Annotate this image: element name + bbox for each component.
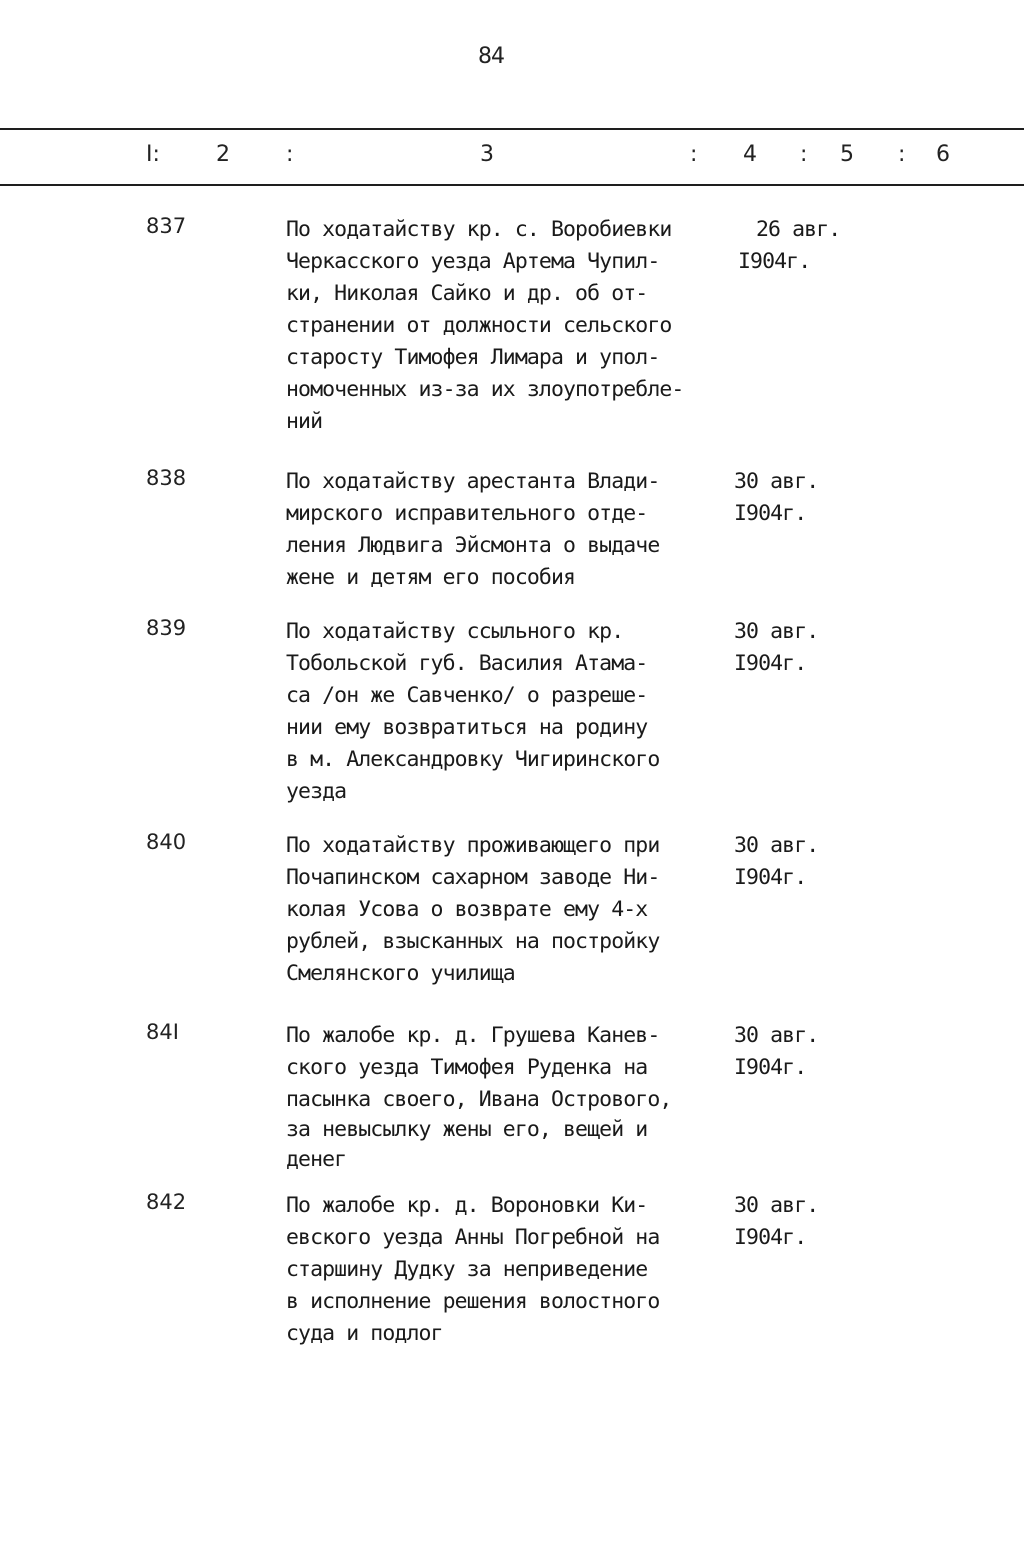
table-header-bottom-rule — [0, 184, 1024, 186]
column-header-1: I: — [146, 142, 160, 167]
entry-text-line: уезда — [286, 779, 347, 804]
entry-text-line: ки, Николая Сайко и др. об от- — [286, 281, 648, 306]
entry-text-line: ления Людвига Эйсмонта о выдаче — [286, 533, 660, 558]
column-header-2: 2 — [216, 142, 230, 167]
entry-date — [734, 616, 818, 680]
entry-date-year: I904г. — [734, 1055, 807, 1080]
entry-date-day: 30 авг. — [734, 1193, 819, 1218]
entry-number: 839 — [146, 616, 187, 640]
entry-text-line: старшину Дудку за неприведение — [286, 1257, 648, 1282]
entry-text-line: Черкасского уезда Артема Чупил- — [286, 249, 660, 274]
column-separator: : — [898, 142, 906, 167]
page-number: 84 — [478, 44, 504, 69]
entry-text-line: пасынка своего, Ивана Острового, — [286, 1087, 672, 1112]
entry-text-line: ний — [286, 409, 323, 434]
entry-text-line: Тобольской губ. Василия Атама- — [286, 651, 648, 676]
entry-date-year: I904г. — [738, 249, 811, 274]
entry-text-line: в исполнение решения волостного — [286, 1289, 660, 1314]
entry-text-line: Почапинском сахарном заводе Ни- — [286, 865, 660, 890]
entry-description — [286, 1190, 746, 1350]
entry-text-line: По ходатайству проживающего при — [286, 833, 660, 858]
entry-text-line: мирского исправительного отде- — [286, 501, 648, 526]
entry-text-line: номоченных из-за их злоупотребле- — [286, 377, 684, 402]
column-header-3: 3 — [480, 142, 494, 167]
entry-text-line: колая Усова о возврате ему 4-х — [286, 897, 648, 922]
entry-date — [738, 214, 841, 278]
entry-date-day: 30 авг. — [734, 469, 819, 494]
entry-date-day: 30 авг. — [734, 1023, 819, 1048]
entry-date — [734, 1020, 818, 1084]
entry-description — [286, 466, 746, 594]
entry-date-day: 30 авг. — [734, 833, 819, 858]
entry-date-year: I904г. — [734, 501, 807, 526]
column-header-5: 5 — [840, 142, 854, 167]
entry-date-day: 30 авг. — [734, 619, 819, 644]
entry-text-line: рублей, взысканных на постройку — [286, 929, 660, 954]
entry-text-line: старосту Тимофея Лимара и упол- — [286, 345, 660, 370]
entry-description — [286, 616, 746, 808]
table-header-top-rule — [0, 128, 1024, 130]
entry-description — [286, 214, 746, 438]
entry-text-line: ского уезда Тимофея Руденка на — [286, 1055, 648, 1080]
entry-text-line: По ходатайству арестанта Влади- — [286, 469, 660, 494]
entry-text-line: По жалобе кр. д. Грушева Канев- — [286, 1023, 660, 1048]
entry-number: 840 — [146, 830, 187, 854]
entry-date — [734, 466, 818, 530]
column-separator: : — [690, 142, 698, 167]
column-header-6: 6 — [936, 142, 950, 167]
column-header-4: 4 — [743, 142, 757, 167]
entry-text-line: евского уезда Анны Погребной на — [286, 1225, 660, 1250]
entry-date-day: 26 авг. — [756, 217, 841, 242]
entry-text-line: По жалобе кр. д. Вороновки Ки- — [286, 1193, 648, 1218]
entry-date-year: I904г. — [734, 865, 807, 890]
entry-text-line: нии ему возвратиться на родину — [286, 715, 648, 740]
column-separator: : — [286, 142, 294, 167]
entry-number: 84I — [146, 1020, 179, 1044]
entry-text-line: денег — [286, 1147, 347, 1172]
entry-text-line: странении от должности сельского — [286, 313, 672, 338]
entry-text-line: суда и подлог — [286, 1321, 443, 1346]
entry-description — [286, 1020, 746, 1176]
entry-number: 837 — [146, 214, 187, 238]
entry-text-line: жене и детям его пособия — [286, 565, 576, 590]
entry-text-line: в м. Александровку Чигиринского — [286, 747, 660, 772]
entry-text-line: По ходатайству кр. с. Воробиевки — [286, 217, 672, 242]
column-separator: : — [800, 142, 808, 167]
entry-number: 842 — [146, 1190, 187, 1214]
entry-text-line: По ходатайству ссыльного кр. — [286, 619, 624, 644]
entry-date-year: I904г. — [734, 651, 807, 676]
entry-date — [734, 1190, 818, 1254]
entry-date — [734, 830, 818, 894]
entry-text-line: Смелянского училища — [286, 961, 515, 986]
entry-text-line: са /он же Савченко/ о разреше- — [286, 683, 648, 708]
entry-number: 838 — [146, 466, 187, 490]
entry-description — [286, 830, 746, 990]
entry-text-line: за невысылку жены его, вещей и — [286, 1117, 648, 1142]
entry-date-year: I904г. — [734, 1225, 807, 1250]
table-column-header — [0, 142, 1024, 176]
